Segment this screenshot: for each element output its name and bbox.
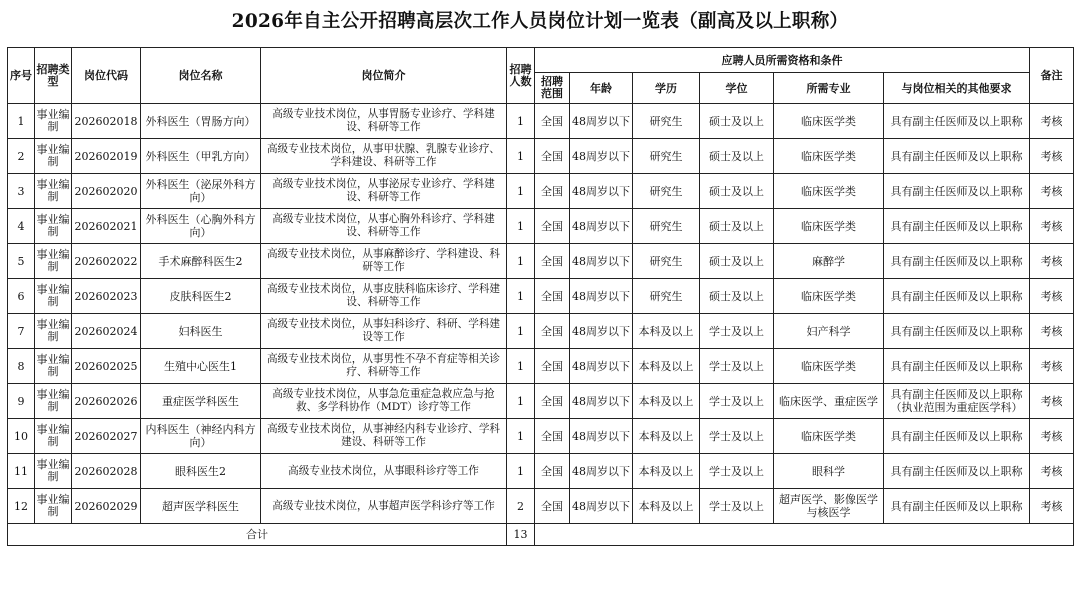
cell-age: 48周岁以下 bbox=[570, 209, 633, 244]
cell-seq: 9 bbox=[8, 384, 35, 419]
table-row bbox=[8, 174, 1074, 209]
cell-degree: 学士及以上 bbox=[700, 419, 774, 454]
table-row bbox=[8, 419, 1074, 454]
cell-type: 事业编制 bbox=[35, 104, 72, 139]
cell-major: 麻醉学 bbox=[774, 244, 884, 279]
cell-scope: 全国 bbox=[535, 384, 570, 419]
cell-edu: 研究生 bbox=[633, 139, 700, 174]
cell-name: 手术麻醉科医生2 bbox=[141, 244, 261, 279]
cell-major: 临床医学类 bbox=[774, 104, 884, 139]
cell-type: 事业编制 bbox=[35, 419, 72, 454]
cell-other: 具有副主任医师及以上职称 bbox=[884, 139, 1030, 174]
cell-name: 眼科医生2 bbox=[141, 454, 261, 489]
cell-age: 48周岁以下 bbox=[570, 174, 633, 209]
cell-type: 事业编制 bbox=[35, 139, 72, 174]
cell-seq: 1 bbox=[8, 104, 35, 139]
cell-count: 1 bbox=[507, 139, 535, 174]
cell-degree: 硕士及以上 bbox=[700, 174, 774, 209]
header-note: 备注 bbox=[1030, 48, 1074, 104]
cell-code: 202602019 bbox=[72, 139, 141, 174]
cell-note: 考核 bbox=[1030, 279, 1074, 314]
cell-age: 48周岁以下 bbox=[570, 454, 633, 489]
document-title: 2026年自主公开招聘高层次工作人员岗位计划一览表（副高及以上职称） bbox=[231, 11, 849, 32]
total-label: 合计 bbox=[8, 524, 507, 546]
cell-intro: 高级专业技术岗位，从事眼科诊疗等工作 bbox=[261, 454, 507, 489]
header-row-1 bbox=[8, 48, 1074, 73]
cell-edu: 研究生 bbox=[633, 279, 700, 314]
cell-other: 具有副主任医师及以上职称 bbox=[884, 454, 1030, 489]
table-row bbox=[8, 454, 1074, 489]
cell-note: 考核 bbox=[1030, 209, 1074, 244]
total-empty bbox=[535, 524, 1074, 546]
cell-scope: 全国 bbox=[535, 314, 570, 349]
cell-degree: 硕士及以上 bbox=[700, 104, 774, 139]
header-qualifications-group: 应聘人员所需资格和条件 bbox=[535, 48, 1030, 73]
cell-code: 202602029 bbox=[72, 489, 141, 524]
header-type: 招聘类型 bbox=[35, 48, 72, 104]
cell-scope: 全国 bbox=[535, 104, 570, 139]
cell-code: 202602021 bbox=[72, 209, 141, 244]
cell-other: 具有副主任医师及以上职称 bbox=[884, 314, 1030, 349]
cell-intro: 高级专业技术岗位，从事麻醉诊疗、学科建设、科研等工作 bbox=[261, 244, 507, 279]
cell-code: 202602018 bbox=[72, 104, 141, 139]
cell-intro: 高级专业技术岗位，从事急危重症急救应急与抢救、多学科协作（MDT）诊疗等工作 bbox=[261, 384, 507, 419]
cell-other: 具有副主任医师及以上职称 bbox=[884, 174, 1030, 209]
header-major: 所需专业 bbox=[774, 73, 884, 104]
cell-seq: 12 bbox=[8, 489, 35, 524]
cell-count: 2 bbox=[507, 489, 535, 524]
cell-type: 事业编制 bbox=[35, 279, 72, 314]
cell-seq: 8 bbox=[8, 349, 35, 384]
cell-note: 考核 bbox=[1030, 489, 1074, 524]
cell-major: 临床医学类 bbox=[774, 279, 884, 314]
cell-age: 48周岁以下 bbox=[570, 349, 633, 384]
cell-note: 考核 bbox=[1030, 104, 1074, 139]
cell-age: 48周岁以下 bbox=[570, 419, 633, 454]
cell-major: 眼科学 bbox=[774, 454, 884, 489]
cell-count: 1 bbox=[507, 209, 535, 244]
cell-name: 外科医生（泌尿外科方向） bbox=[141, 174, 261, 209]
cell-scope: 全国 bbox=[535, 139, 570, 174]
cell-type: 事业编制 bbox=[35, 454, 72, 489]
cell-degree: 学士及以上 bbox=[700, 489, 774, 524]
table-row bbox=[8, 314, 1074, 349]
cell-major: 临床医学类 bbox=[774, 139, 884, 174]
cell-intro: 高级专业技术岗位，从事神经内科专业诊疗、学科建设、科研等工作 bbox=[261, 419, 507, 454]
cell-intro: 高级专业技术岗位，从事超声医学科诊疗等工作 bbox=[261, 489, 507, 524]
cell-note: 考核 bbox=[1030, 139, 1074, 174]
cell-degree: 学士及以上 bbox=[700, 314, 774, 349]
table-row bbox=[8, 139, 1074, 174]
header-degree: 学位 bbox=[700, 73, 774, 104]
cell-type: 事业编制 bbox=[35, 384, 72, 419]
cell-name: 重症医学科医生 bbox=[141, 384, 261, 419]
cell-age: 48周岁以下 bbox=[570, 279, 633, 314]
cell-edu: 本科及以上 bbox=[633, 419, 700, 454]
header-count: 招聘人数 bbox=[507, 48, 535, 104]
header-other: 与岗位相关的其他要求 bbox=[884, 73, 1030, 104]
cell-intro: 高级专业技术岗位，从事心胸外科诊疗、学科建设、科研等工作 bbox=[261, 209, 507, 244]
cell-seq: 11 bbox=[8, 454, 35, 489]
recruitment-plan-table bbox=[7, 47, 1074, 546]
cell-edu: 研究生 bbox=[633, 104, 700, 139]
cell-seq: 3 bbox=[8, 174, 35, 209]
table-row bbox=[8, 244, 1074, 279]
cell-name: 外科医生（甲乳方向） bbox=[141, 139, 261, 174]
cell-note: 考核 bbox=[1030, 349, 1074, 384]
table-row bbox=[8, 489, 1074, 524]
cell-intro: 高级专业技术岗位，从事妇科诊疗、科研、学科建设等工作 bbox=[261, 314, 507, 349]
cell-seq: 2 bbox=[8, 139, 35, 174]
total-row bbox=[8, 524, 1074, 546]
cell-degree: 硕士及以上 bbox=[700, 279, 774, 314]
cell-other: 具有副主任医师及以上职称 bbox=[884, 279, 1030, 314]
cell-seq: 10 bbox=[8, 419, 35, 454]
cell-edu: 研究生 bbox=[633, 244, 700, 279]
cell-age: 48周岁以下 bbox=[570, 244, 633, 279]
cell-name: 生殖中心医生1 bbox=[141, 349, 261, 384]
cell-scope: 全国 bbox=[535, 454, 570, 489]
cell-type: 事业编制 bbox=[35, 209, 72, 244]
cell-age: 48周岁以下 bbox=[570, 384, 633, 419]
cell-age: 48周岁以下 bbox=[570, 104, 633, 139]
cell-other: 具有副主任医师及以上职称 bbox=[884, 489, 1030, 524]
cell-count: 1 bbox=[507, 174, 535, 209]
cell-seq: 4 bbox=[8, 209, 35, 244]
cell-note: 考核 bbox=[1030, 384, 1074, 419]
header-seq: 序号 bbox=[8, 48, 35, 104]
cell-edu: 本科及以上 bbox=[633, 454, 700, 489]
cell-other: 具有副主任医师及以上职称 bbox=[884, 244, 1030, 279]
cell-other: 具有副主任医师及以上职称 bbox=[884, 349, 1030, 384]
cell-note: 考核 bbox=[1030, 314, 1074, 349]
cell-scope: 全国 bbox=[535, 174, 570, 209]
cell-name: 超声医学科医生 bbox=[141, 489, 261, 524]
cell-age: 48周岁以下 bbox=[570, 314, 633, 349]
cell-name: 内科医生（神经内科方向） bbox=[141, 419, 261, 454]
cell-scope: 全国 bbox=[535, 209, 570, 244]
cell-note: 考核 bbox=[1030, 454, 1074, 489]
header-code: 岗位代码 bbox=[72, 48, 141, 104]
cell-edu: 本科及以上 bbox=[633, 384, 700, 419]
cell-intro: 高级专业技术岗位，从事皮肤科临床诊疗、学科建设、科研等工作 bbox=[261, 279, 507, 314]
cell-major: 临床医学、重症医学 bbox=[774, 384, 884, 419]
cell-edu: 本科及以上 bbox=[633, 349, 700, 384]
cell-type: 事业编制 bbox=[35, 244, 72, 279]
table-body bbox=[8, 104, 1074, 524]
cell-count: 1 bbox=[507, 454, 535, 489]
cell-other: 具有副主任医师及以上职称 bbox=[884, 209, 1030, 244]
cell-major: 临床医学类 bbox=[774, 349, 884, 384]
table-row bbox=[8, 104, 1074, 139]
cell-degree: 硕士及以上 bbox=[700, 139, 774, 174]
cell-edu: 本科及以上 bbox=[633, 489, 700, 524]
cell-count: 1 bbox=[507, 384, 535, 419]
cell-count: 1 bbox=[507, 244, 535, 279]
cell-degree: 硕士及以上 bbox=[700, 209, 774, 244]
cell-count: 1 bbox=[507, 104, 535, 139]
cell-scope: 全国 bbox=[535, 244, 570, 279]
cell-seq: 5 bbox=[8, 244, 35, 279]
cell-code: 202602028 bbox=[72, 454, 141, 489]
header-edu: 学历 bbox=[633, 73, 700, 104]
cell-type: 事业编制 bbox=[35, 349, 72, 384]
cell-major: 妇产科学 bbox=[774, 314, 884, 349]
cell-type: 事业编制 bbox=[35, 489, 72, 524]
cell-age: 48周岁以下 bbox=[570, 489, 633, 524]
cell-intro: 高级专业技术岗位，从事甲状腺、乳腺专业诊疗、学科建设、科研等工作 bbox=[261, 139, 507, 174]
cell-intro: 高级专业技术岗位，从事胃肠专业诊疗、学科建设、科研等工作 bbox=[261, 104, 507, 139]
cell-edu: 研究生 bbox=[633, 209, 700, 244]
header-intro: 岗位简介 bbox=[261, 48, 507, 104]
cell-degree: 学士及以上 bbox=[700, 384, 774, 419]
cell-count: 1 bbox=[507, 349, 535, 384]
cell-code: 202602020 bbox=[72, 174, 141, 209]
cell-scope: 全国 bbox=[535, 349, 570, 384]
cell-name: 外科医生（心胸外科方向） bbox=[141, 209, 261, 244]
cell-code: 202602024 bbox=[72, 314, 141, 349]
table-row bbox=[8, 209, 1074, 244]
cell-degree: 学士及以上 bbox=[700, 454, 774, 489]
cell-degree: 硕士及以上 bbox=[700, 244, 774, 279]
cell-other: 具有副主任医师及以上职称 bbox=[884, 419, 1030, 454]
cell-intro: 高级专业技术岗位，从事男性不孕不育症等相关诊疗、科研等工作 bbox=[261, 349, 507, 384]
cell-scope: 全国 bbox=[535, 489, 570, 524]
cell-major: 超声医学、影像医学与核医学 bbox=[774, 489, 884, 524]
cell-major: 临床医学类 bbox=[774, 174, 884, 209]
cell-edu: 研究生 bbox=[633, 174, 700, 209]
cell-degree: 学士及以上 bbox=[700, 349, 774, 384]
header-scope: 招聘范围 bbox=[535, 73, 570, 104]
cell-scope: 全国 bbox=[535, 419, 570, 454]
cell-edu: 本科及以上 bbox=[633, 314, 700, 349]
cell-other: 具有副主任医师及以上职称 bbox=[884, 104, 1030, 139]
cell-name: 妇科医生 bbox=[141, 314, 261, 349]
cell-major: 临床医学类 bbox=[774, 419, 884, 454]
cell-note: 考核 bbox=[1030, 174, 1074, 209]
cell-count: 1 bbox=[507, 314, 535, 349]
cell-type: 事业编制 bbox=[35, 174, 72, 209]
cell-major: 临床医学类 bbox=[774, 209, 884, 244]
table-row bbox=[8, 279, 1074, 314]
cell-count: 1 bbox=[507, 279, 535, 314]
cell-code: 202602025 bbox=[72, 349, 141, 384]
cell-seq: 7 bbox=[8, 314, 35, 349]
cell-note: 考核 bbox=[1030, 244, 1074, 279]
cell-other: 具有副主任医师及以上职称（执业范围为重症医学科） bbox=[884, 384, 1030, 419]
cell-scope: 全国 bbox=[535, 279, 570, 314]
header-age: 年龄 bbox=[570, 73, 633, 104]
cell-name: 外科医生（胃肠方向） bbox=[141, 104, 261, 139]
cell-note: 考核 bbox=[1030, 419, 1074, 454]
total-count: 13 bbox=[507, 524, 535, 546]
header-name: 岗位名称 bbox=[141, 48, 261, 104]
cell-name: 皮肤科医生2 bbox=[141, 279, 261, 314]
cell-code: 202602027 bbox=[72, 419, 141, 454]
cell-age: 48周岁以下 bbox=[570, 139, 633, 174]
cell-code: 202602026 bbox=[72, 384, 141, 419]
cell-code: 202602023 bbox=[72, 279, 141, 314]
table-row bbox=[8, 384, 1074, 419]
cell-type: 事业编制 bbox=[35, 314, 72, 349]
cell-seq: 6 bbox=[8, 279, 35, 314]
cell-intro: 高级专业技术岗位，从事泌尿专业诊疗、学科建设、科研等工作 bbox=[261, 174, 507, 209]
cell-code: 202602022 bbox=[72, 244, 141, 279]
cell-count: 1 bbox=[507, 419, 535, 454]
table-row bbox=[8, 349, 1074, 384]
